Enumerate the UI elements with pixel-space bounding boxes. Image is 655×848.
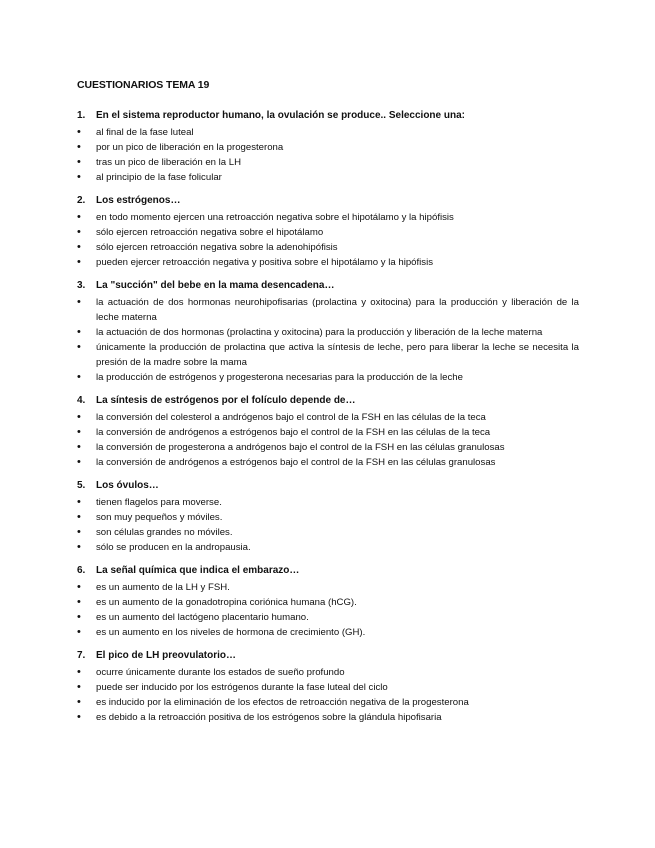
option-list — [77, 665, 579, 725]
option-item — [77, 140, 579, 155]
option-item — [77, 155, 579, 170]
option-text: son muy pequeños y móviles. — [96, 512, 223, 523]
option-text: sólo ejercen retroacción negativa sobre el hipotálamo — [96, 227, 324, 238]
bullet-icon: • — [77, 211, 81, 223]
question-number: 3. — [77, 280, 86, 291]
bullet-icon: • — [77, 711, 81, 723]
question-number: 2. — [77, 195, 86, 206]
question-header — [77, 649, 579, 663]
question-number: 1. — [77, 110, 86, 121]
bullet-icon: • — [77, 411, 81, 423]
bullet-icon: • — [77, 666, 81, 678]
option-text: la conversión de andrógenos a estrógenos bajo el control de la FSH en las células granulosas — [96, 457, 496, 468]
option-text: tras un pico de liberación en la LH — [96, 157, 242, 168]
option-list — [77, 210, 579, 270]
option-text: puede ser inducido por los estrógenos durante la fase luteal del ciclo — [96, 682, 388, 693]
bullet-icon: • — [77, 626, 81, 638]
option-text: únicamente la producción de prolactina que activa la síntesis de leche, pero para liberar la leche se necesita la presión de la madre sobre la mama — [96, 342, 579, 368]
option-list — [77, 495, 579, 555]
option-list — [77, 295, 579, 385]
question-header — [77, 279, 579, 293]
option-text: la actuación de dos hormonas neurohipofisarias (prolactina y oxitocina) para la producción y liberación de la leche materna — [96, 297, 579, 323]
question-text: La "succión" del bebe en la mama desencadena… — [96, 280, 335, 291]
document-title: CUESTIONARIOS TEMA 19 — [77, 79, 210, 91]
option-item — [77, 580, 579, 595]
option-item — [77, 170, 579, 185]
option-text: la conversión de andrógenos a estrógenos bajo el control de la FSH en las células de la teca — [96, 427, 491, 438]
option-item — [77, 625, 579, 640]
bullet-icon: • — [77, 456, 81, 468]
question-header — [77, 479, 579, 493]
option-text: es un aumento de la gonadotropina coriónica humana (hCG). — [96, 597, 357, 608]
question-number: 6. — [77, 565, 86, 576]
option-text: la producción de estrógenos y progesterona necesarias para la producción de la leche — [96, 372, 463, 383]
question-text: En el sistema reproductor humano, la ovulación se produce.. Seleccione una: — [96, 110, 465, 121]
question-number: 4. — [77, 395, 86, 406]
bullet-icon: • — [77, 696, 81, 708]
bullet-icon: • — [77, 256, 81, 268]
bullet-icon: • — [77, 496, 81, 508]
bullet-icon: • — [77, 326, 81, 338]
question-header — [77, 394, 579, 408]
question-number: 7. — [77, 650, 86, 661]
option-item — [77, 440, 579, 455]
option-item — [77, 510, 579, 525]
bullet-icon: • — [77, 296, 81, 308]
option-text: en todo momento ejercen una retroacción negativa sobre el hipotálamo y la hipófisis — [96, 212, 454, 223]
bullet-icon: • — [77, 611, 81, 623]
bullet-icon: • — [77, 526, 81, 538]
option-item — [77, 680, 579, 695]
option-item — [77, 595, 579, 610]
option-text: por un pico de liberación en la progesterona — [96, 142, 284, 153]
question-2 — [77, 194, 579, 270]
option-list — [77, 410, 579, 470]
question-text: El pico de LH preovulatorio… — [96, 650, 237, 661]
option-list — [77, 580, 579, 640]
option-item — [77, 455, 579, 470]
option-item — [77, 240, 579, 255]
option-item — [77, 325, 579, 340]
option-text: al principio de la fase folicular — [96, 172, 222, 183]
question-5 — [77, 479, 579, 555]
option-text: es debido a la retroacción positiva de los estrógenos sobre la glándula hipofisaria — [96, 712, 442, 723]
option-text: ocurre únicamente durante los estados de sueño profundo — [96, 667, 345, 678]
option-item — [77, 695, 579, 710]
bullet-icon: • — [77, 226, 81, 238]
question-4 — [77, 394, 579, 470]
bullet-icon: • — [77, 241, 81, 253]
option-text: al final de la fase luteal — [96, 127, 194, 138]
option-item — [77, 125, 579, 140]
option-text: tienen flagelos para moverse. — [96, 497, 222, 508]
option-text: la conversión del colesterol a andrógenos bajo el control de la FSH en las células de la teca — [96, 412, 486, 423]
bullet-icon: • — [77, 171, 81, 183]
option-text: la conversión de progesterona a andrógenos bajo el control de la FSH en las células granulosas — [96, 442, 505, 453]
option-item — [77, 540, 579, 555]
option-text: es un aumento en los niveles de hormona de crecimiento (GH). — [96, 627, 366, 638]
option-text: es un aumento de la LH y FSH. — [96, 582, 230, 593]
bullet-icon: • — [77, 441, 81, 453]
option-text: es inducido por la eliminación de los efectos de retroacción negativa de la progesterona — [96, 697, 469, 708]
option-item — [77, 255, 579, 270]
option-text: sólo se producen en la andropausia. — [96, 542, 251, 553]
bullet-icon: • — [77, 511, 81, 523]
question-7 — [77, 649, 579, 725]
option-item — [77, 710, 579, 725]
option-item — [77, 425, 579, 440]
option-item — [77, 225, 579, 240]
question-header — [77, 194, 579, 208]
option-text: la actuación de dos hormonas (prolactina y oxitocina) para la producción y liberación de la leche materna — [96, 327, 543, 338]
bullet-icon: • — [77, 341, 81, 353]
option-item — [77, 665, 579, 680]
question-number: 5. — [77, 480, 86, 491]
option-text: es un aumento del lactógeno placentario humano. — [96, 612, 309, 623]
question-header — [77, 564, 579, 578]
question-header — [77, 109, 579, 123]
bullet-icon: • — [77, 426, 81, 438]
bullet-icon: • — [77, 581, 81, 593]
question-text: La señal química que indica el embarazo… — [96, 565, 300, 576]
option-item — [77, 525, 579, 540]
question-3 — [77, 279, 579, 385]
option-item — [77, 340, 579, 370]
bullet-icon: • — [77, 541, 81, 553]
question-text: Los óvulos… — [96, 480, 159, 491]
question-text: Los estrógenos… — [96, 195, 181, 206]
question-text: La síntesis de estrógenos por el folículo depende de… — [96, 395, 356, 406]
option-item — [77, 370, 579, 385]
question-list — [77, 109, 579, 725]
option-text: sólo ejercen retroacción negativa sobre la adenohipófisis — [96, 242, 338, 253]
option-text: pueden ejercer retroacción negativa y positiva sobre el hipotálamo y la hipófisis — [96, 257, 434, 268]
question-1 — [77, 109, 579, 185]
option-item — [77, 610, 579, 625]
bullet-icon: • — [77, 126, 81, 138]
bullet-icon: • — [77, 596, 81, 608]
bullet-icon: • — [77, 681, 81, 693]
option-list — [77, 125, 579, 185]
bullet-icon: • — [77, 141, 81, 153]
bullet-icon: • — [77, 156, 81, 168]
option-item — [77, 295, 579, 325]
question-6 — [77, 564, 579, 640]
bullet-icon: • — [77, 371, 81, 383]
option-item — [77, 495, 579, 510]
option-item — [77, 410, 579, 425]
option-text: son células grandes no móviles. — [96, 527, 233, 538]
option-item — [77, 210, 579, 225]
